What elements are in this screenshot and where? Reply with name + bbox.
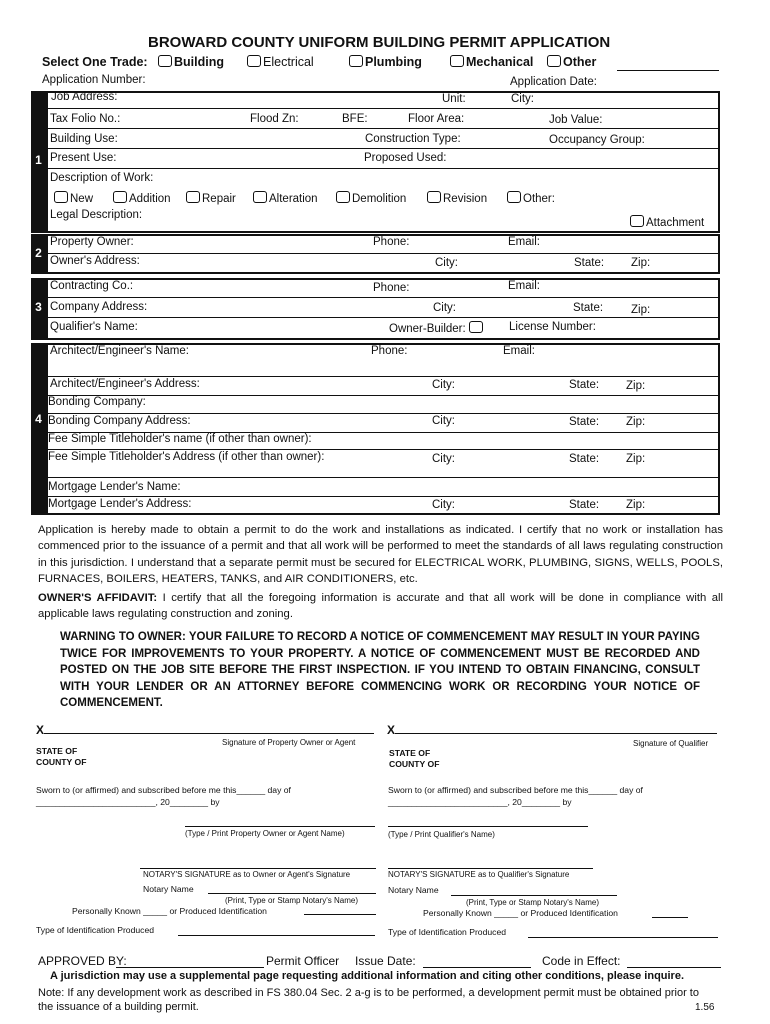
bonding-company-label: Bonding Company: [48, 396, 146, 408]
sworn-date-line: _________________________, 20________ by [388, 797, 572, 807]
proposed-used-label: Proposed Used: [364, 152, 447, 164]
identification-type-line[interactable] [178, 935, 375, 936]
divider [46, 496, 718, 497]
section-4-number: 4 [35, 412, 42, 426]
city-label: City: [432, 453, 455, 465]
trade-building[interactable]: Building [158, 55, 224, 69]
owners-address-label: Owner's Address: [50, 255, 140, 267]
divider [46, 148, 718, 149]
personally-known-label: Personally Known _____ or Produced Identification [423, 908, 618, 918]
work-alteration[interactable]: Alteration [253, 191, 318, 205]
architect-name-label: Architect/Engineer's Name: [50, 345, 189, 357]
divider [46, 376, 718, 377]
x-mark: X [36, 723, 45, 737]
description-of-work-label: Description of Work: [50, 172, 154, 184]
state-of-label: STATE OF [389, 748, 431, 758]
zip-label: Zip: [631, 304, 651, 316]
type-print-qualifier-caption: (Type / Print Qualifier's Name) [388, 830, 495, 839]
city-label: City: [433, 302, 456, 314]
approved-by-label: APPROVED BY: [38, 954, 127, 968]
work-demolition[interactable]: Demolition [336, 191, 406, 205]
type-identification-label: Type of Identification Produced [388, 927, 507, 937]
owner-signature-line[interactable] [44, 733, 374, 734]
x-mark: X [387, 723, 396, 737]
form-version: 1.56 [695, 1002, 715, 1013]
personally-known-label: Personally Known _____ or Produced Identification [72, 906, 267, 916]
floor-area-label: Floor Area: [408, 113, 465, 125]
checkbox-icon[interactable] [113, 191, 127, 203]
notary-name-label: Notary Name [143, 884, 194, 894]
checkbox-icon[interactable] [349, 55, 363, 67]
checkbox-icon[interactable] [507, 191, 521, 203]
company-address-label: Company Address: [50, 301, 148, 313]
mortgage-lender-label: Mortgage Lender's Name: [48, 481, 181, 493]
trade-other[interactable]: Other [547, 55, 596, 69]
qualifier-name-line[interactable] [388, 826, 588, 827]
divider [46, 317, 718, 318]
state-label: State: [569, 416, 600, 428]
legal-description-label: Legal Description: [50, 209, 143, 221]
architect-address-label: Architect/Engineer's Address: [50, 378, 200, 390]
bonding-address-label: Bonding Company Address: [48, 415, 191, 427]
approved-by-line[interactable] [116, 967, 264, 968]
zip-label: Zip: [631, 257, 651, 269]
present-use-label: Present Use: [50, 152, 117, 164]
application-statement: Application is hereby made to obtain a permit to do the work and installations as indicated. I certify that no work or installation has commenced prior to the issuance of a permit and that all work will be performed to meet the standards of all laws regulating construction in this jurisdiction. I understand that a separate permit must be secured for ELECTRICAL WORK, PLUMBING, SIGNS, WELLS, POOLS, FURNACES, BOILERS, HEATERS, TANKS, and AIR CONDITIONERS, etc. [38, 524, 723, 586]
phone-label: Phone: [373, 236, 410, 248]
work-other[interactable]: Other: [507, 191, 555, 205]
state-label: State: [569, 499, 600, 511]
notary-name-label: Notary Name [388, 885, 439, 895]
application-number-label: Application Number: [42, 74, 146, 86]
identification-line[interactable] [304, 914, 376, 915]
city-label: City: [435, 257, 458, 269]
city-label: City: [432, 499, 455, 511]
divider [46, 449, 718, 450]
code-in-effect-line[interactable] [627, 967, 721, 968]
code-in-effect-label: Code in Effect: [542, 954, 621, 968]
section-1-number: 1 [35, 153, 42, 167]
city-label: City: [432, 379, 455, 391]
zip-label: Zip: [626, 380, 646, 392]
notary-name-line[interactable] [451, 895, 617, 896]
owners-affidavit: OWNER'S AFFIDAVIT: I certify that all the foregoing information is accurate and that all work will be done in compliance with all applicable laws regulating construction and zoning. [38, 592, 724, 621]
checkbox-icon[interactable] [253, 191, 267, 203]
trade-electrical[interactable]: Electrical [247, 55, 314, 69]
divider [46, 477, 718, 478]
phone-label: Phone: [371, 345, 408, 357]
phone-label: Phone: [373, 282, 410, 294]
checkbox-icon[interactable] [186, 191, 200, 203]
zip-label: Zip: [626, 453, 646, 465]
property-owner-label: Property Owner: [50, 236, 134, 248]
flood-zone-label: Flood Zn: [250, 113, 299, 125]
email-label: Email: [508, 236, 540, 248]
application-date-label: Application Date: [510, 76, 597, 88]
email-label: Email: [508, 280, 540, 292]
zip-label: Zip: [626, 416, 646, 428]
sworn-text: Sworn to (or affirmed) and subscribed before me this______ day of [388, 785, 643, 795]
trade-mechanical[interactable]: Mechanical [450, 55, 533, 69]
notary-signature-qualifier-caption: NOTARY'S SIGNATURE as to Qualifier's Signature [388, 870, 570, 879]
mortgage-address-label: Mortgage Lender's Address: [48, 498, 192, 510]
sworn-date-line: _________________________, 20________ by [36, 797, 220, 807]
issue-date-label: Issue Date: [355, 954, 416, 968]
state-of-label: STATE OF [36, 746, 78, 756]
work-revision[interactable]: Revision [427, 191, 487, 205]
checkbox-icon[interactable] [427, 191, 441, 203]
work-repair[interactable]: Repair [186, 191, 236, 205]
permit-officer-label: Permit Officer [266, 954, 340, 968]
county-of-label: COUNTY OF [389, 759, 440, 769]
email-label: Email: [503, 345, 535, 357]
trade-other-line[interactable] [617, 70, 719, 71]
checkbox-icon[interactable] [247, 55, 261, 67]
divider [46, 413, 718, 414]
city-label: City: [511, 93, 534, 105]
select-trade-label: Select One Trade: [42, 55, 148, 69]
notary-signature-line[interactable] [140, 868, 376, 869]
warning-to-owner: WARNING TO OWNER: YOUR FAILURE TO RECORD A NOTICE OF COMMENCEMENT MAY RESULT IN YOUR PAYING TWICE FOR IMPROVEMENTS TO YOUR PROPERTY. A NOTICE OF COMMENCEMENT MUST BE RECORDED AND POSTED ON THE JOB SITE BEFORE THE FIRST INSPECTION. IF YOU INTEND TO OBTAIN FINANCING, CONSULT WITH YOUR LENDER OR AN ATTORNEY BEFORE COMMENCING WORK OR RECORDING YOUR NOTICE OF COMMENCEMENT. [60, 631, 700, 709]
checkbox-icon[interactable] [547, 55, 561, 67]
section-2-number: 2 [35, 246, 42, 260]
supplemental-notice: A jurisdiction may use a supplemental page requesting additional information and citing other conditions, please inquire. [50, 970, 685, 982]
notary-name-line[interactable] [208, 893, 376, 894]
city-label: City: [432, 415, 455, 427]
checkbox-icon[interactable] [336, 191, 350, 203]
type-identification-label: Type of Identification Produced [36, 925, 155, 935]
divider [46, 128, 718, 129]
work-addition[interactable]: Addition [113, 191, 171, 205]
state-label: State: [573, 302, 604, 314]
qualifier-signature-line[interactable] [395, 733, 717, 734]
identification-type-line[interactable] [528, 937, 718, 938]
identification-line[interactable] [652, 917, 688, 918]
checkbox-icon[interactable] [450, 55, 464, 67]
construction-type-label: Construction Type: [365, 133, 461, 145]
bfe-label: BFE: [342, 113, 368, 125]
print-type-stamp-caption: (Print, Type or Stamp Notary's Name) [225, 896, 358, 905]
zip-label: Zip: [626, 499, 646, 511]
section-3-number: 3 [35, 300, 42, 314]
checkbox-icon[interactable] [54, 191, 68, 203]
state-label: State: [574, 257, 605, 269]
owner-builder-option[interactable]: Owner-Builder: [389, 321, 485, 335]
building-use-label: Building Use: [50, 133, 118, 145]
print-type-stamp-caption: (Print, Type or Stamp Notary's Name) [466, 898, 599, 907]
divider [46, 168, 718, 169]
occupancy-group-label: Occupancy Group: [549, 134, 645, 146]
issue-date-line[interactable] [423, 967, 531, 968]
work-new[interactable]: New [54, 191, 93, 205]
divider [46, 253, 718, 254]
fee-simple-address-label: Fee Simple Titleholder's Address (if other than owner): [48, 451, 325, 463]
divider [46, 395, 718, 396]
type-print-owner-caption: (Type / Print Property Owner or Agent Name) [185, 829, 345, 838]
divider [46, 108, 718, 109]
notary-signature-line[interactable] [388, 868, 593, 869]
page-title: BROWARD COUNTY UNIFORM BUILDING PERMIT APPLICATION [148, 34, 611, 51]
contracting-co-label: Contracting Co.: [50, 280, 134, 292]
qualifier-name-label: Qualifier's Name: [50, 321, 138, 333]
notary-signature-owner-caption: NOTARY'S SIGNATURE as to Owner or Agent's Signature [143, 870, 351, 879]
owner-signature-caption: Signature of Property Owner or Agent [222, 738, 356, 747]
development-note: Note: If any development work as described in FS 380.04 Sec. 2 a-g is to be performed, a development permit must be obtained prior to the issuance of a building permit. [38, 987, 699, 1013]
unit-label: Unit: [442, 93, 466, 105]
sworn-text: Sworn to (or affirmed) and subscribed before me this______ day of [36, 785, 291, 795]
owner-name-line[interactable] [185, 826, 375, 827]
job-value-label: Job Value: [549, 114, 603, 126]
qualifier-signature-caption: Signature of Qualifier [633, 739, 709, 748]
checkbox-icon[interactable] [630, 215, 644, 227]
attachment-option[interactable]: Attachment [630, 215, 704, 229]
fee-simple-name-label: Fee Simple Titleholder's name (if other than owner): [48, 433, 312, 445]
state-label: State: [569, 453, 600, 465]
county-of-label: COUNTY OF [36, 757, 87, 767]
section-4-bar [31, 343, 46, 515]
state-label: State: [569, 379, 600, 391]
license-number-label: License Number: [509, 321, 596, 333]
trade-plumbing[interactable]: Plumbing [349, 55, 422, 69]
job-address-label: Job Address: [51, 91, 118, 103]
checkbox-icon[interactable] [469, 321, 483, 333]
checkbox-icon[interactable] [158, 55, 172, 67]
divider [46, 297, 718, 298]
tax-folio-label: Tax Folio No.: [50, 113, 121, 125]
